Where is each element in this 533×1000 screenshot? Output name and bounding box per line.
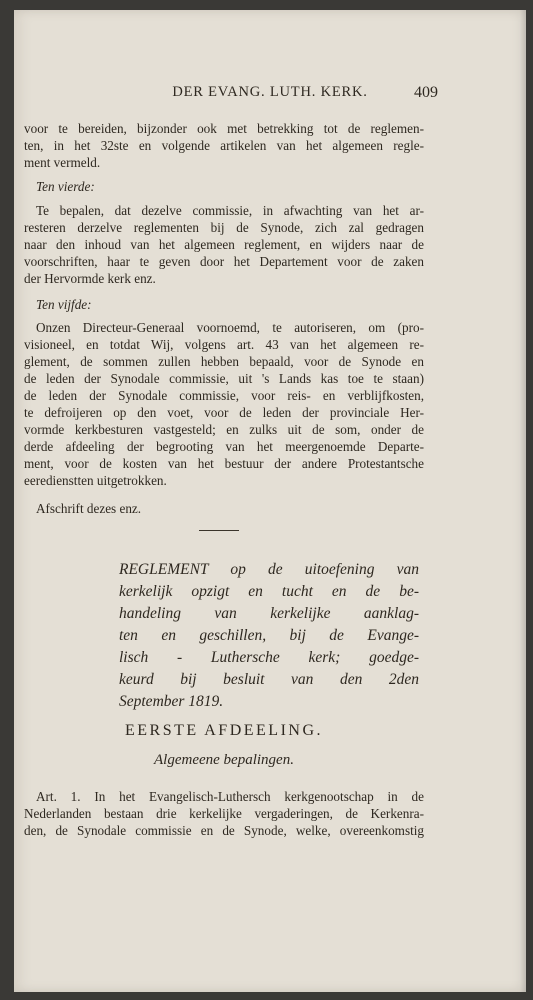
text-line: glement, de sommen zullen hebben bepaald, voor de Synode en (24, 354, 424, 369)
text-line: derde afdeeling der begrooting van het meergenoemde Departe- (24, 439, 424, 454)
text-line: der Hervormde kerk enz. (24, 271, 156, 286)
title-line: kerkelijk opzigt en tucht en de be- (119, 583, 419, 600)
title-line: ten en geschillen, bij de Evange- (119, 627, 419, 644)
text-line: ten, in het 32ste en volgende artikelen van het algemeen regle- (24, 138, 424, 153)
text-line: Te bepalen, dat dezelve commissie, in afwachting van het ar- (36, 203, 424, 218)
text-line: naar den inhoud van het algemeen reglement, en wijders naar de (24, 237, 424, 252)
text-line: voor te bereiden, bijzonder ook met betrekking tot de reglemen- (24, 121, 424, 136)
title-line: REGLEMENT op de uitoefening van (119, 561, 419, 578)
text-line: Art. 1. In het Evangelisch-Luthersch kerkgenootschap in de (36, 789, 424, 804)
text-line: Nederlanden bestaan drie kerkelijke vergaderingen, de Kerkenra- (24, 806, 424, 821)
title-line: lisch - Luthersche kerk; goedge- (119, 649, 419, 666)
text-line: vormde kerkbesturen vastgesteld; en zulks uit de som, onder de (24, 422, 424, 437)
book-page (14, 10, 526, 992)
page-number: 409 (414, 84, 438, 101)
section-title: EERSTE AFDEELING. (124, 722, 324, 739)
item-heading: Ten vijfde: (36, 297, 92, 312)
text-line: eeredienstten uitgetrokken. (24, 473, 167, 488)
text-line: Onzen Directeur-Generaal voornoemd, te autoriseren, om (pro- (36, 320, 424, 335)
section-divider (199, 530, 239, 531)
text-line: de leden der Synodale commissie, voor reis- en verblijfkosten, (24, 388, 424, 403)
text-line: ment vermeld. (24, 155, 101, 170)
closing-formula: Afschrift dezes enz. (36, 501, 142, 516)
text-line: ment, voor de kosten van het bestuur der andere Protestantsche (24, 456, 424, 471)
text-line: te defroijeren op den voet, voor de leden der provinciale Her- (24, 405, 424, 420)
title-line: keurd bij besluit van den 2den (119, 671, 419, 688)
subsection-title: Algemeene bepalingen. (154, 752, 294, 768)
text-line: voorschriften, haar te geven door het Departement voor de zaken (24, 254, 424, 269)
text-line: de leden der Synodale commissie, uit 's Lands kas toe te staan) (24, 371, 424, 386)
text-line: visioneel, en totdat Wij, volgens art. 43 van het algemeen re- (24, 337, 424, 352)
item-heading: Ten vierde: (36, 179, 95, 194)
text-line: den, de Synodale commissie en de Synode, welke, overeenkomstig (24, 823, 424, 838)
running-head: DER EVANG. LUTH. KERK. (172, 84, 368, 100)
title-line: handeling van kerkelijke aanklag- (119, 605, 419, 622)
page-header (14, 84, 526, 108)
text-line: resteren derzelve reglementen bij de Synode, zich zal gedragen (24, 220, 424, 235)
title-line: September 1819. (119, 693, 224, 710)
